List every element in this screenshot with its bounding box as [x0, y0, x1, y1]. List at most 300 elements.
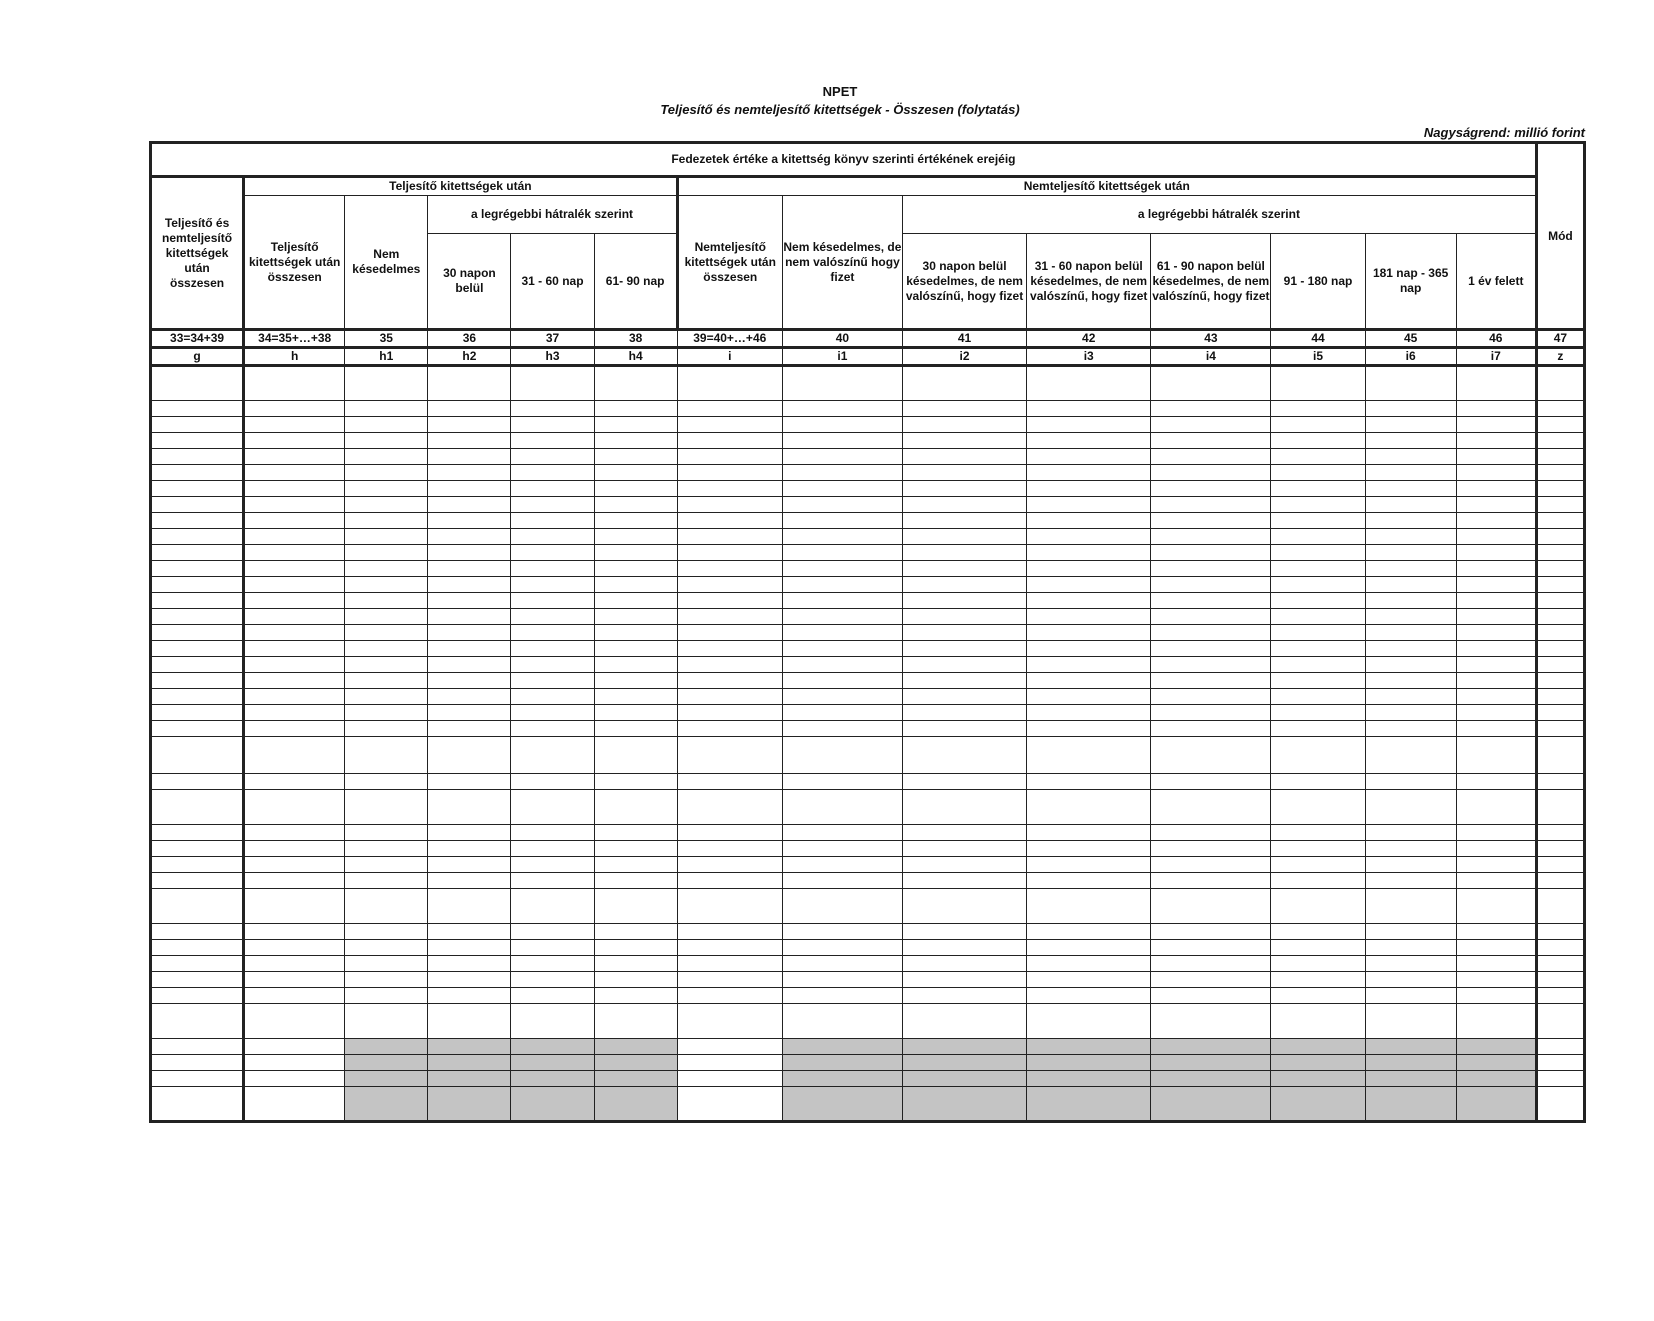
- input-cell[interactable]: [428, 825, 511, 841]
- input-cell[interactable]: [1027, 689, 1151, 705]
- input-cell[interactable]: [244, 689, 345, 705]
- input-cell[interactable]: [1536, 673, 1584, 689]
- input-cell[interactable]: [1456, 593, 1536, 609]
- input-cell[interactable]: [782, 513, 902, 529]
- input-cell[interactable]: [151, 924, 244, 940]
- input-cell[interactable]: [1536, 417, 1584, 433]
- input-cell[interactable]: [1456, 465, 1536, 481]
- input-cell[interactable]: [345, 641, 428, 657]
- input-cell[interactable]: [1536, 940, 1584, 956]
- input-cell[interactable]: [1027, 545, 1151, 561]
- input-cell[interactable]: [345, 657, 428, 673]
- input-cell[interactable]: [782, 1039, 902, 1055]
- input-cell[interactable]: [244, 481, 345, 497]
- input-cell[interactable]: [677, 940, 782, 956]
- input-cell[interactable]: [1271, 1039, 1365, 1055]
- input-cell[interactable]: [1027, 988, 1151, 1004]
- input-cell[interactable]: [244, 721, 345, 737]
- input-cell[interactable]: [902, 956, 1026, 972]
- input-cell[interactable]: [782, 657, 902, 673]
- input-cell[interactable]: [1456, 401, 1536, 417]
- input-cell[interactable]: [1365, 481, 1456, 497]
- input-cell[interactable]: [151, 774, 244, 790]
- input-cell[interactable]: [594, 790, 677, 825]
- input-cell[interactable]: [1271, 988, 1365, 1004]
- input-cell[interactable]: [1151, 737, 1271, 774]
- input-cell[interactable]: [1456, 366, 1536, 401]
- input-cell[interactable]: [1536, 513, 1584, 529]
- input-cell[interactable]: [782, 366, 902, 401]
- input-cell[interactable]: [677, 873, 782, 889]
- input-cell[interactable]: [782, 609, 902, 625]
- input-cell[interactable]: [511, 1071, 594, 1087]
- input-cell[interactable]: [782, 417, 902, 433]
- input-cell[interactable]: [1536, 433, 1584, 449]
- input-cell[interactable]: [902, 705, 1026, 721]
- input-cell[interactable]: [244, 1071, 345, 1087]
- input-cell[interactable]: [677, 593, 782, 609]
- input-cell[interactable]: [1151, 609, 1271, 625]
- input-cell[interactable]: [902, 641, 1026, 657]
- input-cell[interactable]: [1151, 841, 1271, 857]
- input-cell[interactable]: [1456, 1039, 1536, 1055]
- input-cell[interactable]: [677, 825, 782, 841]
- input-cell[interactable]: [1536, 561, 1584, 577]
- input-cell[interactable]: [1536, 774, 1584, 790]
- input-cell[interactable]: [594, 673, 677, 689]
- input-cell[interactable]: [1151, 988, 1271, 1004]
- input-cell[interactable]: [782, 841, 902, 857]
- input-cell[interactable]: [1456, 889, 1536, 924]
- input-cell[interactable]: [1151, 972, 1271, 988]
- input-cell[interactable]: [511, 873, 594, 889]
- input-cell[interactable]: [244, 1004, 345, 1039]
- input-cell[interactable]: [1151, 401, 1271, 417]
- input-cell[interactable]: [594, 841, 677, 857]
- input-cell[interactable]: [244, 956, 345, 972]
- input-cell[interactable]: [151, 1055, 244, 1071]
- input-cell[interactable]: [1271, 561, 1365, 577]
- input-cell[interactable]: [1027, 924, 1151, 940]
- input-cell[interactable]: [1027, 1087, 1151, 1122]
- input-cell[interactable]: [1536, 366, 1584, 401]
- input-cell[interactable]: [594, 545, 677, 561]
- input-cell[interactable]: [902, 513, 1026, 529]
- input-cell[interactable]: [677, 625, 782, 641]
- input-cell[interactable]: [1027, 889, 1151, 924]
- input-cell[interactable]: [594, 721, 677, 737]
- input-cell[interactable]: [151, 497, 244, 513]
- input-cell[interactable]: [1456, 625, 1536, 641]
- input-cell[interactable]: [1456, 1055, 1536, 1071]
- input-cell[interactable]: [1151, 513, 1271, 529]
- input-cell[interactable]: [902, 825, 1026, 841]
- input-cell[interactable]: [782, 972, 902, 988]
- input-cell[interactable]: [1365, 625, 1456, 641]
- input-cell[interactable]: [1271, 529, 1365, 545]
- input-cell[interactable]: [1027, 774, 1151, 790]
- input-cell[interactable]: [1365, 825, 1456, 841]
- input-cell[interactable]: [244, 641, 345, 657]
- input-cell[interactable]: [1151, 497, 1271, 513]
- input-cell[interactable]: [151, 825, 244, 841]
- input-cell[interactable]: [1027, 609, 1151, 625]
- input-cell[interactable]: [594, 1004, 677, 1039]
- input-cell[interactable]: [1365, 940, 1456, 956]
- input-cell[interactable]: [345, 873, 428, 889]
- input-cell[interactable]: [511, 497, 594, 513]
- input-cell[interactable]: [151, 641, 244, 657]
- input-cell[interactable]: [1151, 689, 1271, 705]
- input-cell[interactable]: [428, 417, 511, 433]
- input-cell[interactable]: [1456, 841, 1536, 857]
- input-cell[interactable]: [345, 857, 428, 873]
- input-cell[interactable]: [677, 401, 782, 417]
- input-cell[interactable]: [1151, 857, 1271, 873]
- input-cell[interactable]: [1456, 873, 1536, 889]
- input-cell[interactable]: [1027, 1004, 1151, 1039]
- input-cell[interactable]: [1271, 577, 1365, 593]
- input-cell[interactable]: [345, 790, 428, 825]
- input-cell[interactable]: [1365, 465, 1456, 481]
- input-cell[interactable]: [594, 641, 677, 657]
- input-cell[interactable]: [428, 689, 511, 705]
- input-cell[interactable]: [594, 433, 677, 449]
- input-cell[interactable]: [428, 657, 511, 673]
- input-cell[interactable]: [1365, 924, 1456, 940]
- input-cell[interactable]: [1536, 825, 1584, 841]
- input-cell[interactable]: [151, 737, 244, 774]
- input-cell[interactable]: [1536, 972, 1584, 988]
- input-cell[interactable]: [782, 857, 902, 873]
- input-cell[interactable]: [151, 1071, 244, 1087]
- input-cell[interactable]: [1271, 774, 1365, 790]
- input-cell[interactable]: [1365, 529, 1456, 545]
- input-cell[interactable]: [1027, 1071, 1151, 1087]
- input-cell[interactable]: [151, 577, 244, 593]
- input-cell[interactable]: [902, 481, 1026, 497]
- input-cell[interactable]: [1271, 545, 1365, 561]
- input-cell[interactable]: [1365, 1087, 1456, 1122]
- input-cell[interactable]: [1365, 673, 1456, 689]
- input-cell[interactable]: [1271, 841, 1365, 857]
- input-cell[interactable]: [677, 513, 782, 529]
- input-cell[interactable]: [902, 673, 1026, 689]
- input-cell[interactable]: [594, 774, 677, 790]
- input-cell[interactable]: [902, 940, 1026, 956]
- input-cell[interactable]: [594, 972, 677, 988]
- input-cell[interactable]: [244, 529, 345, 545]
- input-cell[interactable]: [1536, 641, 1584, 657]
- input-cell[interactable]: [677, 417, 782, 433]
- input-cell[interactable]: [1151, 657, 1271, 673]
- input-cell[interactable]: [511, 481, 594, 497]
- input-cell[interactable]: [594, 561, 677, 577]
- input-cell[interactable]: [782, 673, 902, 689]
- input-cell[interactable]: [594, 924, 677, 940]
- input-cell[interactable]: [677, 924, 782, 940]
- input-cell[interactable]: [345, 673, 428, 689]
- input-cell[interactable]: [511, 956, 594, 972]
- input-cell[interactable]: [1536, 924, 1584, 940]
- input-cell[interactable]: [594, 417, 677, 433]
- input-cell[interactable]: [594, 737, 677, 774]
- input-cell[interactable]: [1536, 401, 1584, 417]
- input-cell[interactable]: [1027, 1039, 1151, 1055]
- input-cell[interactable]: [345, 889, 428, 924]
- input-cell[interactable]: [782, 433, 902, 449]
- input-cell[interactable]: [511, 529, 594, 545]
- input-cell[interactable]: [1536, 545, 1584, 561]
- input-cell[interactable]: [1365, 433, 1456, 449]
- input-cell[interactable]: [1271, 972, 1365, 988]
- input-cell[interactable]: [244, 625, 345, 641]
- input-cell[interactable]: [428, 529, 511, 545]
- input-cell[interactable]: [677, 889, 782, 924]
- input-cell[interactable]: [244, 673, 345, 689]
- input-cell[interactable]: [902, 1055, 1026, 1071]
- input-cell[interactable]: [244, 497, 345, 513]
- input-cell[interactable]: [511, 401, 594, 417]
- input-cell[interactable]: [782, 465, 902, 481]
- input-cell[interactable]: [1456, 857, 1536, 873]
- input-cell[interactable]: [782, 988, 902, 1004]
- input-cell[interactable]: [594, 1071, 677, 1087]
- input-cell[interactable]: [1027, 737, 1151, 774]
- input-cell[interactable]: [1456, 545, 1536, 561]
- input-cell[interactable]: [244, 433, 345, 449]
- input-cell[interactable]: [345, 689, 428, 705]
- input-cell[interactable]: [1536, 721, 1584, 737]
- input-cell[interactable]: [511, 1055, 594, 1071]
- input-cell[interactable]: [1027, 513, 1151, 529]
- input-cell[interactable]: [782, 529, 902, 545]
- input-cell[interactable]: [677, 657, 782, 673]
- input-cell[interactable]: [151, 449, 244, 465]
- input-cell[interactable]: [244, 972, 345, 988]
- input-cell[interactable]: [1365, 513, 1456, 529]
- input-cell[interactable]: [345, 545, 428, 561]
- input-cell[interactable]: [677, 673, 782, 689]
- input-cell[interactable]: [1271, 366, 1365, 401]
- input-cell[interactable]: [345, 465, 428, 481]
- input-cell[interactable]: [1027, 940, 1151, 956]
- input-cell[interactable]: [1027, 465, 1151, 481]
- input-cell[interactable]: [1027, 529, 1151, 545]
- input-cell[interactable]: [782, 790, 902, 825]
- input-cell[interactable]: [511, 561, 594, 577]
- input-cell[interactable]: [677, 988, 782, 1004]
- input-cell[interactable]: [428, 545, 511, 561]
- input-cell[interactable]: [782, 577, 902, 593]
- input-cell[interactable]: [594, 529, 677, 545]
- input-cell[interactable]: [1365, 497, 1456, 513]
- input-cell[interactable]: [428, 924, 511, 940]
- input-cell[interactable]: [1027, 825, 1151, 841]
- input-cell[interactable]: [1536, 1039, 1584, 1055]
- input-cell[interactable]: [151, 1087, 244, 1122]
- input-cell[interactable]: [1271, 641, 1365, 657]
- input-cell[interactable]: [244, 988, 345, 1004]
- input-cell[interactable]: [1027, 366, 1151, 401]
- input-cell[interactable]: [1027, 449, 1151, 465]
- input-cell[interactable]: [1151, 433, 1271, 449]
- input-cell[interactable]: [902, 988, 1026, 1004]
- input-cell[interactable]: [1536, 1004, 1584, 1039]
- input-cell[interactable]: [782, 689, 902, 705]
- input-cell[interactable]: [902, 417, 1026, 433]
- input-cell[interactable]: [151, 465, 244, 481]
- input-cell[interactable]: [782, 940, 902, 956]
- input-cell[interactable]: [594, 465, 677, 481]
- input-cell[interactable]: [345, 529, 428, 545]
- input-cell[interactable]: [151, 513, 244, 529]
- input-cell[interactable]: [151, 705, 244, 721]
- input-cell[interactable]: [511, 465, 594, 481]
- input-cell[interactable]: [1456, 972, 1536, 988]
- input-cell[interactable]: [677, 774, 782, 790]
- input-cell[interactable]: [782, 625, 902, 641]
- input-cell[interactable]: [782, 889, 902, 924]
- input-cell[interactable]: [1456, 790, 1536, 825]
- input-cell[interactable]: [1365, 857, 1456, 873]
- input-cell[interactable]: [511, 577, 594, 593]
- input-cell[interactable]: [1151, 956, 1271, 972]
- input-cell[interactable]: [244, 737, 345, 774]
- input-cell[interactable]: [902, 497, 1026, 513]
- input-cell[interactable]: [1536, 609, 1584, 625]
- input-cell[interactable]: [244, 924, 345, 940]
- input-cell[interactable]: [1027, 641, 1151, 657]
- input-cell[interactable]: [511, 593, 594, 609]
- input-cell[interactable]: [1271, 721, 1365, 737]
- input-cell[interactable]: [1456, 774, 1536, 790]
- input-cell[interactable]: [1536, 1087, 1584, 1122]
- input-cell[interactable]: [677, 641, 782, 657]
- input-cell[interactable]: [151, 545, 244, 561]
- input-cell[interactable]: [511, 657, 594, 673]
- input-cell[interactable]: [345, 449, 428, 465]
- input-cell[interactable]: [1536, 956, 1584, 972]
- input-cell[interactable]: [1151, 641, 1271, 657]
- input-cell[interactable]: [1151, 924, 1271, 940]
- input-cell[interactable]: [1271, 433, 1365, 449]
- input-cell[interactable]: [151, 529, 244, 545]
- input-cell[interactable]: [902, 433, 1026, 449]
- input-cell[interactable]: [1456, 433, 1536, 449]
- input-cell[interactable]: [1151, 774, 1271, 790]
- input-cell[interactable]: [1365, 401, 1456, 417]
- input-cell[interactable]: [428, 889, 511, 924]
- input-cell[interactable]: [1271, 609, 1365, 625]
- input-cell[interactable]: [1271, 873, 1365, 889]
- input-cell[interactable]: [1027, 841, 1151, 857]
- input-cell[interactable]: [428, 1039, 511, 1055]
- input-cell[interactable]: [782, 924, 902, 940]
- input-cell[interactable]: [244, 417, 345, 433]
- input-cell[interactable]: [428, 625, 511, 641]
- input-cell[interactable]: [511, 889, 594, 924]
- input-cell[interactable]: [1456, 737, 1536, 774]
- input-cell[interactable]: [345, 956, 428, 972]
- input-cell[interactable]: [428, 940, 511, 956]
- input-cell[interactable]: [345, 737, 428, 774]
- input-cell[interactable]: [1271, 593, 1365, 609]
- input-cell[interactable]: [782, 705, 902, 721]
- input-cell[interactable]: [1365, 689, 1456, 705]
- input-cell[interactable]: [428, 577, 511, 593]
- input-cell[interactable]: [1365, 1055, 1456, 1071]
- input-cell[interactable]: [511, 1039, 594, 1055]
- input-cell[interactable]: [244, 545, 345, 561]
- input-cell[interactable]: [677, 1071, 782, 1087]
- input-cell[interactable]: [244, 1039, 345, 1055]
- input-cell[interactable]: [428, 641, 511, 657]
- input-cell[interactable]: [511, 449, 594, 465]
- input-cell[interactable]: [151, 689, 244, 705]
- input-cell[interactable]: [677, 1004, 782, 1039]
- input-cell[interactable]: [428, 737, 511, 774]
- input-cell[interactable]: [1271, 417, 1365, 433]
- input-cell[interactable]: [428, 972, 511, 988]
- input-cell[interactable]: [1365, 988, 1456, 1004]
- input-cell[interactable]: [594, 689, 677, 705]
- input-cell[interactable]: [1271, 889, 1365, 924]
- input-cell[interactable]: [1151, 1071, 1271, 1087]
- input-cell[interactable]: [1365, 956, 1456, 972]
- input-cell[interactable]: [428, 366, 511, 401]
- input-cell[interactable]: [428, 673, 511, 689]
- input-cell[interactable]: [1365, 366, 1456, 401]
- input-cell[interactable]: [1456, 481, 1536, 497]
- input-cell[interactable]: [511, 417, 594, 433]
- input-cell[interactable]: [345, 841, 428, 857]
- input-cell[interactable]: [1365, 641, 1456, 657]
- input-cell[interactable]: [782, 873, 902, 889]
- input-cell[interactable]: [1271, 737, 1365, 774]
- input-cell[interactable]: [345, 972, 428, 988]
- input-cell[interactable]: [594, 857, 677, 873]
- input-cell[interactable]: [1271, 924, 1365, 940]
- input-cell[interactable]: [902, 449, 1026, 465]
- input-cell[interactable]: [151, 417, 244, 433]
- input-cell[interactable]: [1151, 1039, 1271, 1055]
- input-cell[interactable]: [428, 774, 511, 790]
- input-cell[interactable]: [782, 449, 902, 465]
- input-cell[interactable]: [151, 841, 244, 857]
- input-cell[interactable]: [1536, 1055, 1584, 1071]
- input-cell[interactable]: [1027, 1055, 1151, 1071]
- input-cell[interactable]: [244, 873, 345, 889]
- input-cell[interactable]: [428, 705, 511, 721]
- input-cell[interactable]: [1151, 465, 1271, 481]
- input-cell[interactable]: [1456, 940, 1536, 956]
- input-cell[interactable]: [244, 366, 345, 401]
- input-cell[interactable]: [1027, 417, 1151, 433]
- input-cell[interactable]: [782, 545, 902, 561]
- input-cell[interactable]: [594, 593, 677, 609]
- input-cell[interactable]: [244, 774, 345, 790]
- input-cell[interactable]: [902, 465, 1026, 481]
- input-cell[interactable]: [428, 481, 511, 497]
- input-cell[interactable]: [594, 366, 677, 401]
- input-cell[interactable]: [1365, 561, 1456, 577]
- input-cell[interactable]: [1536, 657, 1584, 673]
- input-cell[interactable]: [1365, 705, 1456, 721]
- input-cell[interactable]: [345, 513, 428, 529]
- input-cell[interactable]: [1365, 774, 1456, 790]
- input-cell[interactable]: [1456, 825, 1536, 841]
